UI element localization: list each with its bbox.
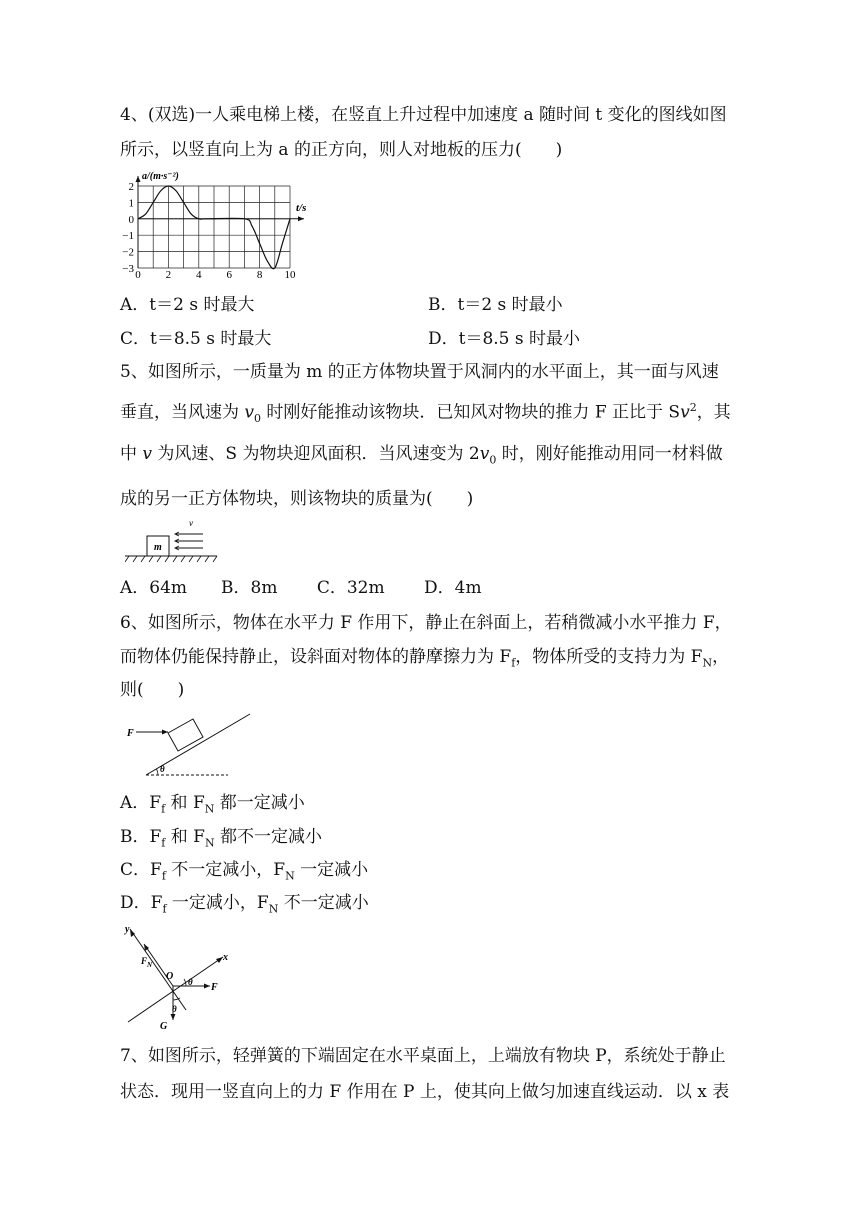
q7-line-2: 状态．现用一竖直向上的力 F 作用在 P 上，使其向上做匀加速直线运动．以 x 表	[120, 1082, 730, 1102]
wind-arrows	[175, 532, 203, 550]
chart-grid	[138, 186, 290, 268]
x-label: x	[223, 952, 228, 963]
q6-option-b[interactable]: B．$F_f$ 和 $F_N$ 都不一定减小	[120, 827, 323, 850]
q7-line-1: 7、如图所示，轻弹簧的下端固定在水平桌面上，上端放有物块 P，系统处于静止	[120, 1046, 726, 1066]
q6-line-3: 则( )	[120, 680, 185, 700]
y-tick-label: 0	[128, 213, 134, 226]
f-label: F	[211, 982, 218, 993]
x-tick-label: 10	[284, 269, 296, 281]
y-label: y	[125, 924, 130, 935]
x-tick-label: 4	[196, 269, 202, 281]
y-tick-label: −2	[122, 246, 134, 259]
y-tick-label: 1	[128, 197, 134, 210]
x-tick-label: 2	[165, 269, 172, 281]
q5-line-3: 中 v 为风速、S 为物块迎风面积．当风速变为 $2v_0$ 时，刚好能推动用同一材料做	[120, 444, 723, 467]
x-tick-label: 8	[256, 269, 263, 281]
q6-option-a[interactable]: A．$F_f$ 和 $F_N$ 都一定减小	[120, 793, 305, 816]
fn-label: $F_N$	[141, 956, 153, 969]
q5-line-1: 5、如图所示，一质量为 m 的正方体物块置于风洞内的水平面上，其一面与风速	[120, 362, 719, 382]
q6-option-d[interactable]: D．$F_f$ 一定减小，$F_N$ 不一定减小	[120, 893, 369, 916]
q4-acceleration-chart	[118, 170, 318, 282]
y-axis-arrow	[136, 176, 141, 182]
origin-label: O	[166, 971, 174, 982]
chart-axes	[136, 176, 305, 268]
q5-line-2: 垂直，当风速为 $v_0$ 时刚好能推动该物块．已知风对物块的推力 F 正比于 Sv$^2$，其	[120, 401, 731, 426]
angle-label: θ	[160, 764, 165, 774]
wind-speed-label: v	[189, 518, 193, 528]
q6-line-1: 6、如图所示，物体在水平力 F 作用下，静止在斜面上，若稍微减小水平推力 F，	[120, 613, 732, 633]
y-tick-label: −3	[122, 263, 134, 275]
q5-wind-tunnel-figure	[125, 516, 220, 566]
ground-hatching	[125, 556, 217, 562]
q6-line-2: 而物体仍能保持静止，设斜面对物体的静摩擦力为 $F_f$，物体所受的支持力为 $F_N$，	[120, 647, 730, 670]
theta-label-2: θ	[172, 1004, 177, 1014]
q4-option-a[interactable]: A．t＝2 s 时最大	[120, 295, 255, 315]
theta-label-1: θ	[188, 977, 193, 987]
q4-line-2: 所示，以竖直向上为 a 的正方向，则人对地板的压力( )	[120, 140, 563, 160]
q5-line-4: 成的另一正方体物块，则该物块的质量为( )	[120, 489, 474, 509]
q6-incline-figure	[124, 710, 254, 780]
q6-option-c[interactable]: C．$F_f$ 不一定减小，$F_N$ 一定减小	[120, 860, 369, 883]
q4-option-c[interactable]: C．t＝8.5 s 时最大	[120, 329, 272, 349]
q4-line-1: 4、(双选)一人乘电梯上楼，在竖直上升过程中加速度 a 随时间 t 变化的图线如图	[120, 105, 727, 125]
block-label: m	[154, 542, 162, 553]
x-axis-arrow	[298, 216, 304, 221]
q4-option-b[interactable]: B．t＝2 s 时最小	[428, 295, 563, 315]
x-tick-label: 6	[226, 269, 232, 281]
y-tick-label: −1	[122, 230, 134, 243]
block	[168, 719, 203, 751]
q5-options[interactable]: A．64m B．8m C．32m D．4m	[120, 578, 482, 598]
chart-y-axis-label: a/(m·s⁻²)	[142, 171, 179, 182]
force-label: F	[127, 728, 134, 739]
x-tick-label: 0	[135, 269, 141, 281]
q6-force-diagram	[120, 922, 240, 1034]
y-axis	[130, 929, 186, 1010]
g-label: G	[160, 1021, 168, 1032]
q4-option-d[interactable]: D．t＝8.5 s 时最小	[428, 329, 581, 349]
chart-x-axis-label: t/s	[296, 202, 307, 214]
y-tick-label: 2	[128, 181, 134, 193]
